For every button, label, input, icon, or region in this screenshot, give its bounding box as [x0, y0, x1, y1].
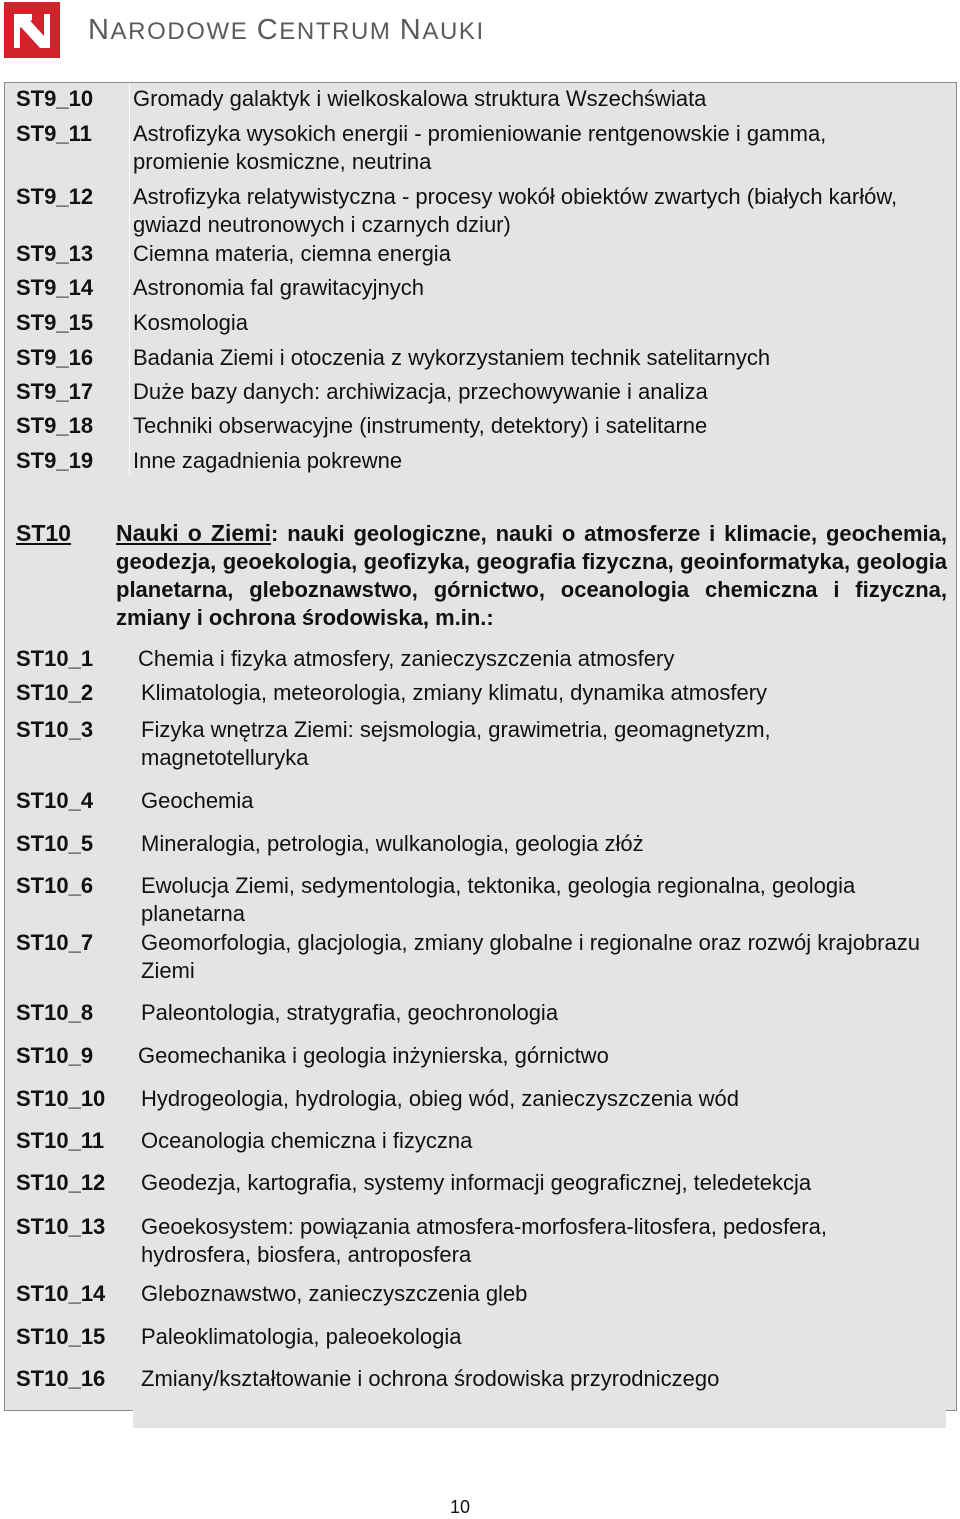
row-code: ST10_1	[16, 646, 94, 671]
page-number: 10	[449, 1497, 471, 1517]
section-title: Nauki o Ziemi	[116, 520, 272, 546]
row-code: ST10_5	[16, 831, 94, 856]
row-description: Klimatologia, meteorologia, zmiany klimatu, dynamika atmosfery	[141, 680, 768, 705]
row-code: ST10_9	[16, 1043, 94, 1068]
row-description: Zmiany/kształtowanie i ochrona środowiska przyrodniczego	[141, 1366, 720, 1391]
brand-word: ENTRUM	[279, 18, 392, 45]
row-description: Duże bazy danych: archiwizacja, przechowywanie i analiza	[133, 379, 708, 404]
row-code: ST9_18	[16, 413, 94, 438]
row-code: ST9_16	[16, 345, 94, 370]
row-code: ST10_14	[16, 1281, 106, 1306]
row-code: ST9_12	[16, 184, 94, 209]
row-description: Astrofizyka wysokich energii - promieniowanie rentgenowskie i gamma, promienie kosmiczne, neutrina	[133, 121, 827, 174]
row-code: ST10_13	[16, 1214, 106, 1239]
row-code: ST10_12	[16, 1170, 106, 1195]
row-description: Mineralogia, petrologia, wulkanologia, geologia złóż	[141, 831, 644, 856]
row-description: Hydrogeologia, hydrologia, obieg wód, zanieczyszczenia wód	[141, 1086, 740, 1111]
row-description: Badania Ziemi i otoczenia z wykorzystaniem technik satelitarnych	[133, 345, 771, 370]
row-description: Astrofizyka relatywistyczna - procesy wokół obiektów zwartych (białych karłów, gwiazd neutronowych i czarnych dziur)	[133, 184, 898, 237]
section-code-text: ST10	[16, 520, 71, 546]
row-description: Paleoklimatologia, paleoekologia	[141, 1324, 462, 1349]
section-description: : nauki geologiczne, nauki o atmosferze i klimacie, geochemia, geodezja, geoekologia, geofizyka, geografia fizyczna, geoinformatyka, geologia planetarna, gleboznawstwo, górnictwo, oceanologia chemiczna i fizyczna, zmiany i ochrona środowiska, m.in.:	[116, 521, 947, 630]
row-code: ST10_8	[16, 1000, 94, 1025]
row-description: Geochemia	[141, 788, 254, 813]
ncn-logo	[4, 2, 60, 58]
panel-shadow	[133, 1410, 946, 1428]
row-description: Geodezja, kartografia, systemy informacji geograficznej, teledetekcja	[141, 1170, 812, 1195]
row-description: Ewolucja Ziemi, sedymentologia, tektonika, geologia regionalna, geologia planetarna	[141, 873, 856, 926]
row-description: Inne zagadnienia pokrewne	[133, 448, 403, 473]
row-description: Chemia i fizyka atmosfery, zanieczyszczenia atmosfery	[138, 646, 675, 671]
row-description: Kosmologia	[133, 310, 248, 335]
row-code: ST10_4	[16, 788, 94, 813]
row-code: ST10_6	[16, 873, 94, 898]
row-code: ST9_10	[16, 86, 94, 111]
brand-name	[88, 14, 485, 47]
row-description: Techniki obserwacyjne (instrumenty, detektory) i satelitarne	[133, 413, 708, 438]
row-description: Astronomia fal grawitacyjnych	[133, 275, 425, 300]
row-code: ST9_13	[16, 241, 94, 266]
row-description: Oceanologia chemiczna i fizyczna	[141, 1128, 473, 1153]
section-code	[16, 519, 71, 547]
row-code: ST10_10	[16, 1086, 106, 1111]
row-description: Paleontologia, stratygrafia, geochronologia	[141, 1000, 559, 1025]
row-description: Gromady galaktyk i wielkoskalowa struktura Wszechświata	[133, 86, 707, 111]
section-heading	[116, 519, 947, 632]
row-description: Geomorfologia, glacjologia, zmiany globalne i regionalne oraz rozwój krajobrazu Ziemi	[141, 930, 920, 983]
row-description: Geomechanika i geologia inżynierska, górnictwo	[138, 1043, 609, 1068]
row-code: ST10_3	[16, 717, 94, 742]
classification-panel	[4, 82, 957, 1411]
row-code: ST9_15	[16, 310, 94, 335]
brand-letter: C	[256, 14, 280, 46]
row-code: ST9_11	[16, 121, 92, 146]
row-code: ST10_16	[16, 1366, 106, 1391]
brand-letter: N	[88, 14, 111, 46]
row-description: Ciemna materia, ciemna energia	[133, 241, 451, 266]
brand-word: ARODOWE	[110, 18, 249, 45]
row-description: Gleboznawstwo, zanieczyszczenia gleb	[141, 1281, 528, 1306]
column-divider	[129, 83, 130, 475]
row-code: ST9_14	[16, 275, 94, 300]
brand-word: AUKI	[422, 18, 485, 45]
row-code: ST10_2	[16, 680, 94, 705]
row-description: Fizyka wnętrza Ziemi: sejsmologia, grawimetria, geomagnetyzm, magnetotelluryka	[141, 717, 771, 770]
row-code: ST9_17	[16, 379, 94, 404]
row-code: ST10_11	[16, 1128, 105, 1153]
row-code: ST10_7	[16, 930, 94, 955]
brand-letter: N	[399, 14, 423, 46]
row-code: ST9_19	[16, 448, 94, 473]
row-code: ST10_15	[16, 1324, 106, 1349]
row-description: Geoekosystem: powiązania atmosfera-morfosfera-litosfera, pedosfera, hydrosfera, biosfera, antroposfera	[141, 1214, 827, 1267]
